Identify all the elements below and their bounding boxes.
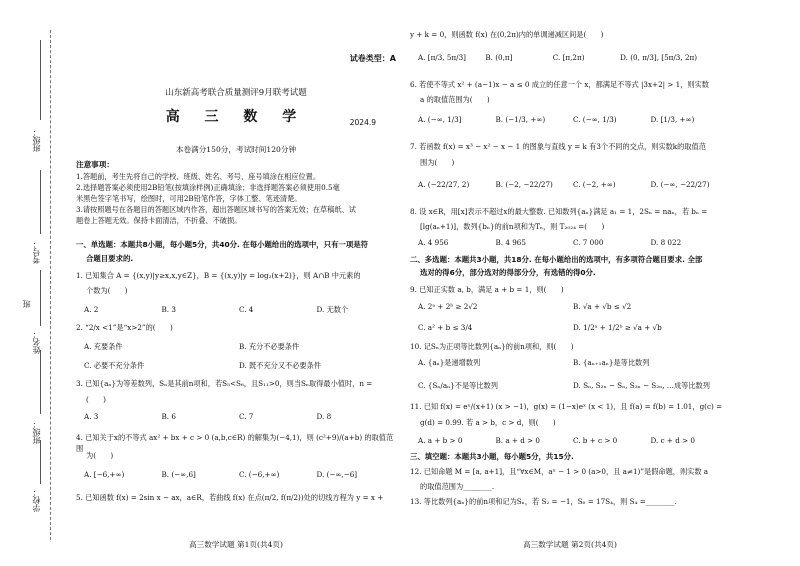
q1-stem: 1. 已知集合 A = {(x,y)|y≥x,x,y∈Z}，B = {(x,y)|y = log₂(x+2)}，则 A∩B 中元素的 (76, 271, 361, 280)
score-time: 本卷满分150分，考试时间120分钟 (175, 145, 297, 154)
q8-option-d[interactable]: D. 8 022 (650, 238, 682, 247)
q5-option-b[interactable]: B. (0,π] (485, 53, 513, 62)
q11-option-c[interactable]: C. b + c > 0 (573, 436, 618, 445)
q1-option-a[interactable]: A. 2 (84, 305, 99, 314)
q6-option-a[interactable]: A. (−∞, 1/3] (418, 115, 462, 124)
q7-option-d[interactable]: D. (−∞, −22/27) (650, 180, 710, 189)
q12-stem-cont: 的取值范围为________. (420, 482, 495, 491)
class-label: 班级： (32, 420, 41, 444)
q3-option-d[interactable]: D. 8 (316, 412, 332, 421)
q5-option-c[interactable]: C. [π,2π) (552, 53, 585, 62)
q1-options (84, 305, 394, 316)
q4-stem: 4. 已知关于x的不等式 ax² + bx + c > 0 (a,b,c∈R) 的解集为(−4,1)，则 (c²+9)/(a+b) 的取值范围 (76, 433, 394, 453)
q13-stem: 13. 等比数列{aₙ}的前n项和记为Sₙ，若 S₂ = −1，S₆ = 17S₄，则 S₄ =________. (410, 497, 677, 506)
q9-option-c[interactable]: C. a² + b ≤ 3/4 (418, 322, 473, 332)
q3-stem-cont: ( ) (86, 395, 106, 404)
q4-option-a[interactable]: A. [−6,+∞) (84, 470, 125, 479)
q4-options (84, 470, 394, 481)
q2-stem: 2. “2/x <1”是“x>2”的( ) (76, 323, 173, 332)
q1-option-b[interactable]: B. 3 (161, 305, 176, 314)
q6-option-b[interactable]: B. (−1/3, +∞) (495, 115, 546, 124)
q3-stem: 3. 已知{aₙ}为等差数列，Sₙ是其前n项和，若S₅<S₆，且S₁₁>0，则当Sₙ取得最小值时，n = (76, 379, 373, 388)
notice-5: 题卷上答题无效。保持卡面清洁，不折叠、不破损。 (76, 216, 242, 225)
q12-stem: 12. 已知命题 M = [a, a+1]，且“∀x∈M，aˣ − 1 > 0 (a>0，且 a≠1)”是假命题，则实数 a (410, 467, 709, 476)
q5-option-a[interactable]: A. [π/3, 5π/3] (418, 53, 466, 62)
notice-4: 3.请按照题号在各题目的答题区域内作答，超出答题区域书写的答案无效；在草稿纸、试 (76, 205, 356, 214)
section2-heading: 二、多选题：本题共3小题，共18分. 在每小题给出的选项中，有多项符合题目要求. 全部 (410, 255, 703, 264)
q11-option-b[interactable]: B. a + d > 0 (495, 436, 540, 445)
exam-title: 山东新高考联合质量测评9月联考试题 (165, 88, 307, 98)
left-footer: 高三数学试题 第1页(共4页) (189, 540, 283, 549)
q6-option-c[interactable]: C. (−∞, 1/3) (573, 115, 617, 124)
q9-option-b[interactable]: B. √a + √b ≤ √2 (573, 302, 632, 311)
notice-title: 注意事项： (76, 160, 114, 169)
name-line (40, 270, 41, 326)
q4-option-b[interactable]: B. (−∞,6] (161, 470, 196, 479)
q3-option-b[interactable]: B. 6 (161, 412, 176, 421)
q4-option-d[interactable]: D. (−∞,−6] (316, 470, 358, 479)
q11-option-a[interactable]: A. a + b > 0 (418, 436, 463, 445)
q11-stem: 11. 已知 f(x) = eˣ/(x+1) (x > −1)，g(x) = (1−x)eˣ (x < 1)，且 f(a) = f(b) = 1.01，g(c) = (410, 402, 723, 411)
q2-option-c[interactable]: C. 必要不充分条件 (84, 360, 145, 370)
exam-date: 2024.9 (349, 118, 376, 127)
q10-option-a[interactable]: A. {aₙ}是递增数列 (418, 358, 481, 367)
notice-2: 2.选择题答案必须使用2B铅笔(按填涂样例)正确填涂；非选择题答案必须使用0.5毫 (76, 183, 340, 192)
q8-option-a[interactable]: A. 4 956 (418, 238, 449, 247)
q7-option-a[interactable]: A. (−22/27, 2) (418, 180, 470, 189)
q8-options (418, 238, 728, 249)
q4-stem-cont: 为( ) (86, 451, 114, 460)
room-label: 班级： (32, 128, 41, 152)
section3-heading: 三、填空题：本题共3小题，每小题5分，共15分. (410, 452, 574, 461)
notice-1: 1.答题前，考生先将自己的学校、班级、姓名、考号、座号填涂在相应位置。 (76, 172, 321, 181)
q9-option-d[interactable]: D. 1/2ᵃ + 1/2ᵇ ≥ √a + √b (573, 322, 662, 332)
right-page (410, 0, 730, 566)
q2-option-d[interactable]: D. 既不充分又不必要条件 (239, 360, 321, 370)
q8-option-b[interactable]: B. 4 965 (495, 238, 526, 247)
q9-options (418, 302, 728, 333)
section1-heading-cont: 合题目要求的. (86, 254, 134, 263)
q3-options (84, 412, 394, 423)
name-label: 姓名： (32, 330, 41, 354)
q10-option-b[interactable]: B. {aₙ₊₁aₙ}是等比数列 (573, 358, 650, 367)
q6-options (418, 115, 728, 126)
q7-option-b[interactable]: B. (−2, −22/27) (495, 180, 553, 189)
notice-3: 米黑色签字笔书写，绘图时，可用2B铅笔作答，字体工整、笔迹清楚。 (76, 194, 302, 203)
class-suffix: 班 (22, 300, 31, 308)
q9-stem: 9. 已知正实数 a, b，满足 a + b = 1，则( ) (410, 285, 564, 294)
q10-option-c[interactable]: C. {Sₙ/aₙ}不是等比数列 (418, 380, 498, 390)
q1-option-c[interactable]: C. 4 (239, 305, 254, 314)
q3-option-a[interactable]: A. 3 (84, 412, 99, 421)
q2-option-b[interactable]: B. 充分不必要条件 (239, 342, 300, 351)
exam-no-line (40, 170, 41, 234)
section2-heading-cont: 选对的得6分，部分选对的得部分分，有选错的得0分. (420, 268, 596, 277)
q5-stem-cont: y + k = 0，则函数 f(x) 在(0,2π)内的单调递减区间是( ) (410, 30, 604, 39)
q11-options (418, 436, 728, 447)
exam-no-label: 考号： (32, 240, 41, 264)
q2-option-a[interactable]: A. 充要条件 (84, 342, 123, 351)
q11-option-d[interactable]: D. c + d > 0 (650, 436, 695, 445)
school-line (40, 440, 41, 484)
q5-options (418, 53, 728, 64)
q1-stem-cont: 个数为( ) (86, 286, 128, 295)
q8-stem-cont: [lg(aₙ+1)]，数列{bₙ}的前n项和为Tₙ，则 T₂₀₂₄ =( ) (420, 222, 605, 231)
q7-option-c[interactable]: C. (−2, +∞) (573, 180, 616, 189)
q6-stem-cont: a 的取值范围为( ) (420, 95, 490, 104)
q2-options (84, 342, 394, 371)
q8-stem: 8. 设 x∈R，用[x]表示不超过x的最大整数. 已知数列{aₙ}满足 a₁ = 1，2Sₙ = naₙ，若 bₙ = (410, 207, 708, 216)
subject-title: 高 三 数 学 (165, 109, 307, 125)
q9-option-a[interactable]: A. 2ᵃ + 2ᵇ ≥ 2√2 (418, 302, 478, 311)
q5-option-d[interactable]: D. (0, π/3], [5π/3, 2π) (620, 53, 698, 62)
binding-margin (0, 0, 64, 566)
q10-options (418, 358, 728, 391)
q11-stem-cont: g(d) = 0.99. 若 a > b，c > d，则( ) (420, 418, 556, 427)
q8-option-c[interactable]: C. 7 000 (573, 238, 604, 247)
left-page (76, 0, 396, 566)
paper-type: 试卷类型：A (349, 54, 396, 63)
right-footer: 高三数学试题 第2页(共4页) (523, 540, 617, 549)
school-label: 学校： (32, 488, 41, 512)
section1-heading: 一、单选题：本题共8小题，每小题5分，共40分. 在每小题给出的选项中，只有一项是符 (76, 240, 369, 249)
q4-option-c[interactable]: C. (−6,+∞) (239, 470, 280, 479)
q1-option-d[interactable]: D. 无数个 (316, 305, 349, 314)
room-line (40, 40, 41, 120)
q5-stem: 5. 已知函数 f(x) = 2sin x − ax，a∈R，若曲线 f(x) 在点(π/2, f(π/2))处的切线方程为 y = x + (76, 493, 384, 502)
cut-line (50, 30, 51, 540)
q10-option-d[interactable]: D. Sₙ, S₂ₙ − Sₙ, S₃ₙ − S₂ₙ, …成等比数列 (573, 380, 710, 390)
class-line (40, 350, 41, 414)
q10-stem: 10. 记Sₙ为正项等比数列{aₙ}的前n项和，则( ) (410, 342, 574, 351)
q6-stem: 6. 若使不等式 x² + (a−1)x − a ≤ 0 成立的任意一个 x，都满足不等式 |3x+2| > 1，则实数 (410, 80, 709, 89)
q3-option-c[interactable]: C. 7 (239, 412, 254, 421)
q6-option-d[interactable]: D. [1/3, +∞) (650, 115, 695, 124)
q7-stem: 7. 若函数 f(x) = x³ − x² − x − 1 的图象与直线 y = k 有3个不同的交点，则实数k的取值范 (410, 142, 706, 151)
q7-options (418, 180, 728, 191)
q7-stem-cont: 围为( ) (420, 158, 455, 167)
